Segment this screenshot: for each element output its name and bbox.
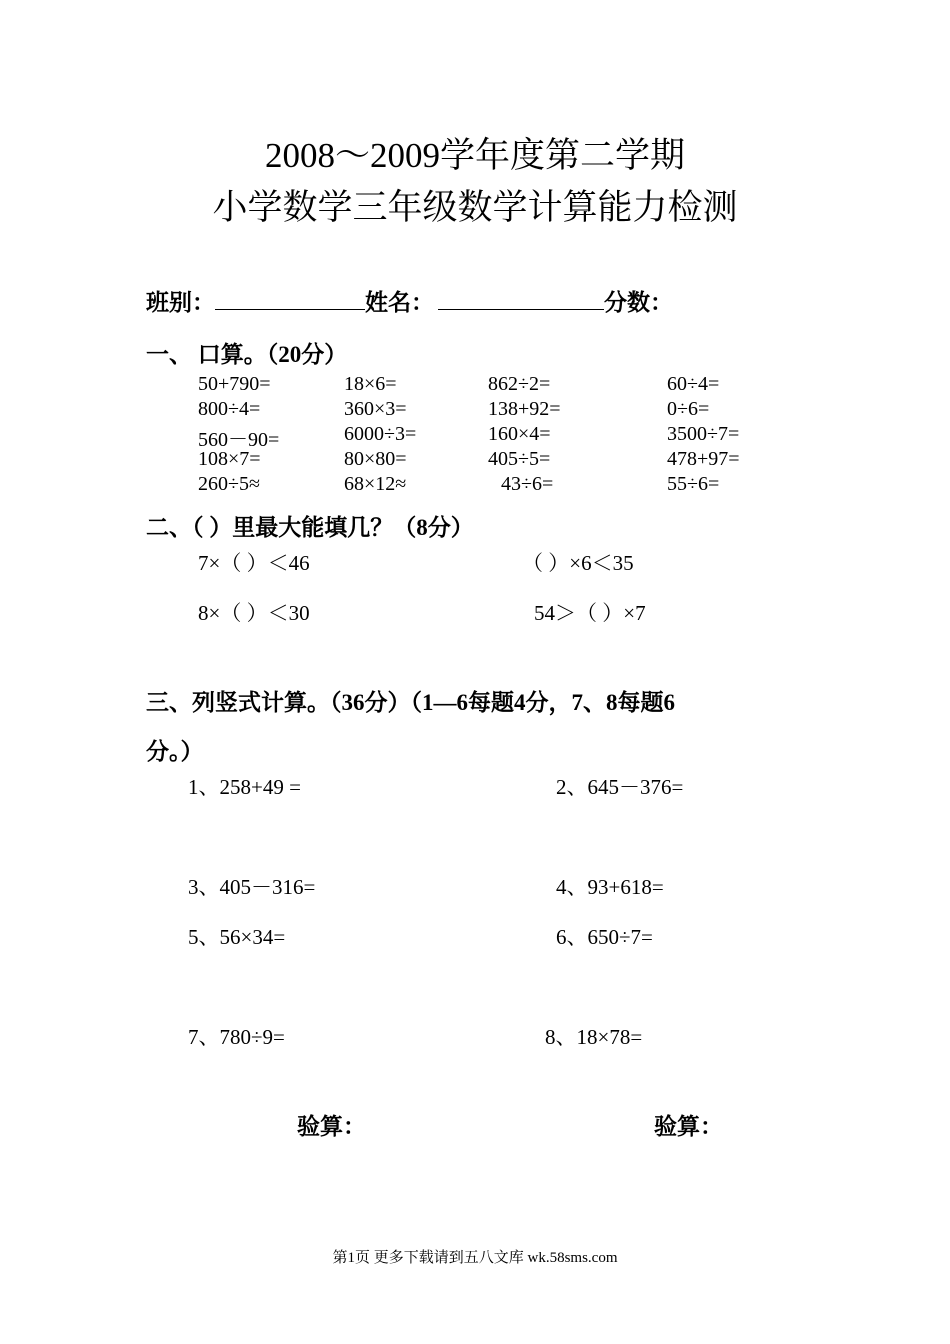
title-line-1: 2008～2009学年度第二学期 <box>264 136 685 175</box>
student-info <box>146 284 673 317</box>
vertical-problem: 6、650÷7= <box>556 925 653 949</box>
score-label: 分数： <box>604 290 673 315</box>
name-label: 姓名： <box>365 290 434 315</box>
oral-question: 360×3= <box>344 398 407 420</box>
vertical-problem: 4、93+618= <box>556 875 664 899</box>
oral-question: 405÷5= <box>488 448 551 470</box>
check-label: 验算： <box>654 1114 723 1139</box>
oral-question: 108×7= <box>198 448 261 470</box>
class-blank[interactable] <box>215 287 365 310</box>
vertical-problem: 8、18×78= <box>545 1025 643 1049</box>
oral-question: 3500÷7= <box>667 423 740 445</box>
class-label: 班别： <box>146 290 215 315</box>
oral-question: 68×12≈ <box>344 473 407 495</box>
fill-question: 8×（ ）＜30 <box>198 601 310 625</box>
fill-question: （ ）×6＜35 <box>522 551 634 575</box>
vertical-problem: 1、258+49 = <box>188 775 301 799</box>
vertical-problem: 5、56×34= <box>188 925 286 949</box>
fill-question: 7×（ ）＜46 <box>198 551 310 575</box>
page-footer: 第1页 更多下载请到五八文库 wk.58sms.com <box>332 1250 618 1266</box>
vertical-problem: 7、780÷9= <box>188 1025 285 1049</box>
section-3-heading-cont: 分。） <box>146 739 204 764</box>
oral-question: 18×6= <box>344 373 397 395</box>
name-blank[interactable] <box>438 287 604 310</box>
oral-question: 800÷4= <box>198 398 261 420</box>
oral-question: 50+790= <box>198 373 271 395</box>
section-1-heading: 一、 口算。（20分） <box>146 342 348 367</box>
vertical-problem: 3、405－316= <box>188 875 316 899</box>
oral-question: 138+92= <box>488 398 561 420</box>
oral-question: 862÷2= <box>488 373 551 395</box>
section-2-heading: 二、（ ）里最大能填几？（8分） <box>146 515 474 540</box>
title-line-2: 小学数学三年级数学计算能力检测 <box>212 188 738 227</box>
oral-question: 260÷5≈ <box>198 473 260 495</box>
oral-question: 80×80= <box>344 448 407 470</box>
oral-question: 478+97= <box>667 448 740 470</box>
oral-question: 560－90= <box>198 429 280 451</box>
oral-question: 0÷6= <box>667 398 710 420</box>
oral-question: 43÷6= <box>501 473 554 495</box>
oral-question: 6000÷3= <box>344 423 417 445</box>
oral-question: 55÷6= <box>667 473 720 495</box>
oral-question: 160×4= <box>488 423 551 445</box>
vertical-problem: 2、645－376= <box>556 775 684 799</box>
check-label: 验算： <box>297 1114 366 1139</box>
section-3-heading: 三、列竖式计算。（36分）（1—6每题4分，7、8每题6 <box>146 690 675 715</box>
fill-question: 54＞（ ）×7 <box>534 601 646 625</box>
oral-question: 60÷4= <box>667 373 720 395</box>
